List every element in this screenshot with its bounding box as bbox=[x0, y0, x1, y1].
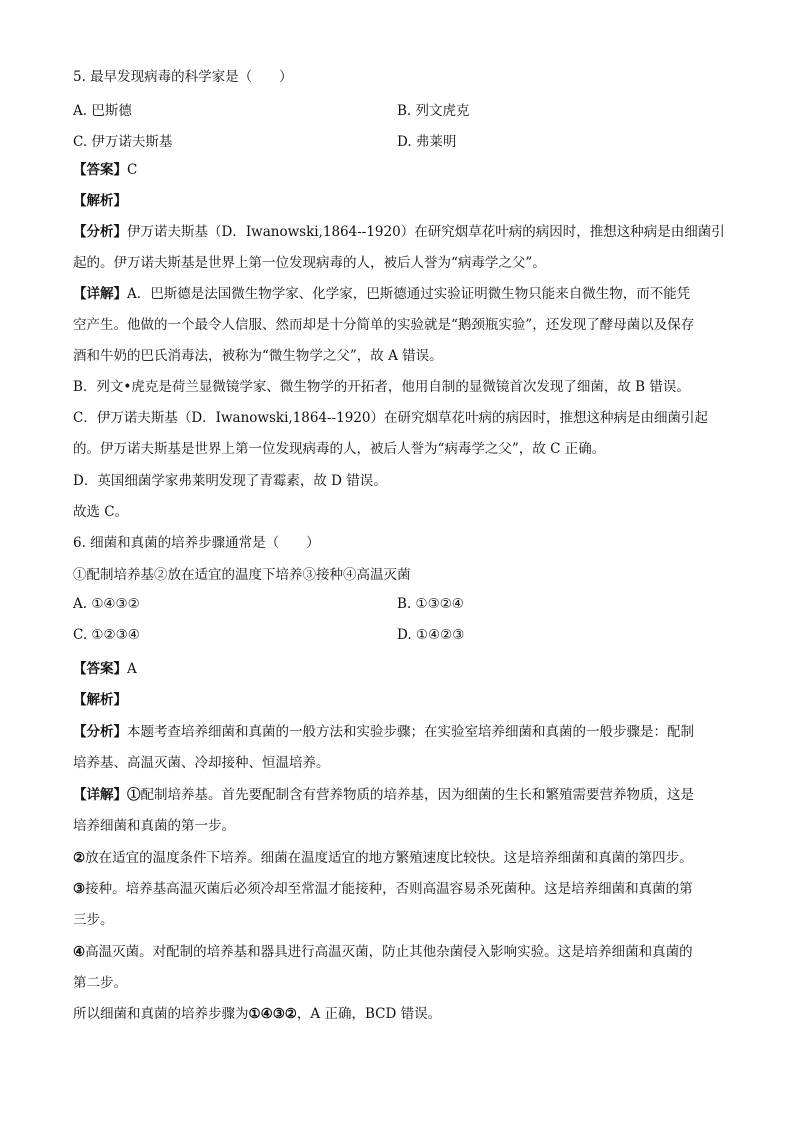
q6-analysis-tag: 【解析】 bbox=[73, 692, 127, 708]
q6-fenxi-line-2: 培养基、高温灭菌、冷却接种、恒温培养。 bbox=[73, 755, 330, 771]
q6-answer-row bbox=[73, 659, 137, 679]
q6-fenxi-tag: 【分析】 bbox=[73, 724, 127, 740]
q5-fenxi-line-1: 【分析】伊万诺夫斯基（D．Iwanowski,1864--1920）在研究烟草花叶病的病因时，推想这种病是由细菌引 bbox=[73, 224, 725, 240]
q5-option-c: C. 伊万诺夫斯基 bbox=[73, 134, 173, 150]
q6-final-sequence: ①④③② bbox=[248, 1006, 297, 1022]
q6-stem: 6. 细菌和真菌的培养步骤通常是（ ） bbox=[73, 535, 320, 551]
q6-option-d: D. ①④②③ bbox=[397, 627, 465, 643]
q5-option-a: A. 巴斯德 bbox=[73, 103, 132, 119]
q6-answer-tag: 【答案】 bbox=[73, 661, 127, 677]
q6-step3-line-2: 三步。 bbox=[73, 912, 114, 928]
q5-xiangjie-line-2: 空产生。他做的一个最令人信服、然而却是十分简单的实验就是“鹅颈瓶实验”，还发现了酵母菌以及保存 bbox=[73, 317, 695, 333]
q6-xiangjie-line-1: 【详解】①配制培养基。首先要配制含有营养物质的培养基，因为细菌的生长和繁殖需要营养物质，这是 bbox=[73, 787, 694, 803]
q5-xiangjie-tag: 【详解】 bbox=[73, 286, 127, 302]
q5-stem: 5. 最早发现病毒的科学家是（ ） bbox=[73, 69, 293, 85]
q5-fenxi-line-2: 起的。伊万诺夫斯基是世界上第一位发现病毒的人，被后人誉为“病毒学之父”。 bbox=[73, 255, 546, 271]
q5-line-c-2: 的。伊万诺夫斯基是世界上第一位发现病毒的人，被后人誉为“病毒学之父”，故 C 正确。 bbox=[73, 441, 606, 457]
q6-option-b: B. ①③②④ bbox=[397, 596, 464, 612]
q6-fenxi-line-1: 【分析】本题考查培养细菌和真菌的一般方法和实验步骤；在实验室培养细菌和真菌的一般步骤是：配制 bbox=[73, 724, 694, 740]
q5-answer: C bbox=[127, 162, 138, 178]
q6-steps: ①配制培养基②放在适宜的温度下培养③接种④高温灭菌 bbox=[73, 567, 411, 583]
q5-answer-row bbox=[73, 160, 137, 180]
q5-analysis-tag: 【解析】 bbox=[73, 193, 127, 209]
q6-option-a: A. ①④③② bbox=[73, 596, 140, 612]
q5-option-d: D. 弗莱明 bbox=[397, 134, 457, 150]
q5-line-c-1: C．伊万诺夫斯基（D．Iwanowski,1864--1920）在研究烟草花叶病的病因时，推想这种病是由细菌引起 bbox=[73, 410, 709, 426]
q5-conclusion: 故选 C。 bbox=[73, 504, 129, 520]
q5-fenxi-tag: 【分析】 bbox=[73, 224, 127, 240]
q6-step1-line-2: 培养细菌和真菌的第一步。 bbox=[73, 818, 235, 834]
q6-final: 所以细菌和真菌的培养步骤为①④③②，A 正确，BCD 错误。 bbox=[73, 1006, 442, 1022]
q5-xiangjie-line-3: 酒和牛奶的巴氏消毒法，被称为“微生物学之父”，故 A 错误。 bbox=[73, 348, 443, 364]
q6-step4-line-2: 第二步。 bbox=[73, 975, 127, 991]
q6-step4-line-1: ④高温灭菌。对配制的培养基和器具进行高温灭菌，防止其他杂菌侵入影响实验。这是培养细菌和真菌的 bbox=[73, 944, 693, 960]
q5-answer-tag: 【答案】 bbox=[73, 162, 127, 178]
q6-step3-line-1: ③接种。培养基高温灭菌后必须冷却至常温才能接种，否则高温容易杀死菌种。这是培养细菌和真菌的第 bbox=[73, 881, 693, 897]
q5-option-b: B. 列文虎克 bbox=[397, 103, 470, 119]
q5-line-b: B．列文•虎克是荷兰显微镜学家、微生物学的开拓者，他用自制的显微镜首次发现了细菌，故 B 错误。 bbox=[73, 379, 690, 395]
q6-xiangjie-tag: 【详解】 bbox=[73, 787, 127, 803]
q6-option-c: C. ①②③④ bbox=[73, 627, 140, 643]
q5-xiangjie-line-1: 【详解】A．巴斯德是法国微生物学家、化学家，巴斯德通过实验证明微生物只能来自微生物，而不能凭 bbox=[73, 286, 691, 302]
q6-step2: ②放在适宜的温度条件下培养。细菌在温度适宜的地方繁殖速度比较快。这是培养细菌和真菌的第四步。 bbox=[73, 850, 693, 866]
q6-answer: A bbox=[127, 661, 137, 677]
q5-line-d: D．英国细菌学家弗莱明发现了青霉素，故 D 错误。 bbox=[73, 473, 387, 489]
